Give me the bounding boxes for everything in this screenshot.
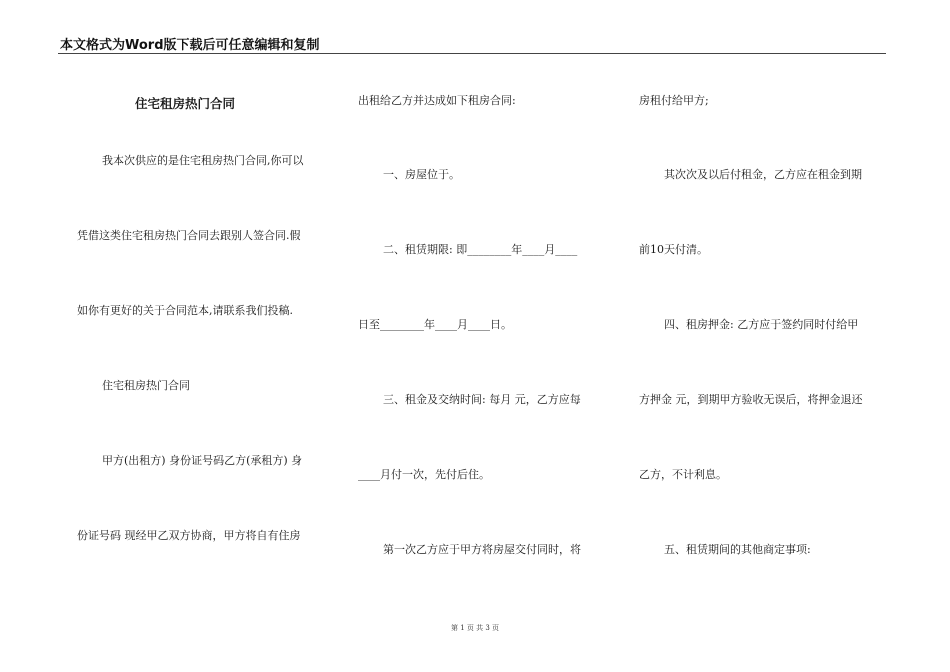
clause-line: 五、租赁期间的其他商定事项: xyxy=(664,543,811,556)
document-title: 住宅租房热门合同 xyxy=(135,96,236,111)
clause-line: 一、房屋位于。 xyxy=(383,168,460,181)
paragraph-line: 甲方(出租方) 身份证号码乙方(承租方) 身 xyxy=(102,454,303,467)
paragraph-line: 其次次及以后付租金，乙方应在租金到期 xyxy=(664,168,862,181)
page-header: 本文格式为Word版下载后可任意编辑和复制 xyxy=(60,38,320,53)
clause-line: 日至________年____月____日。 xyxy=(358,318,512,331)
clause-line: 三、租金及交纳时间: 每月 元，乙方应每 xyxy=(383,393,581,406)
paragraph-line: 凭借这类住宅租房热门合同去跟别人签合同.假 xyxy=(77,229,301,242)
paragraph-line: 份证号码 现经甲乙双方协商，甲方将自有住房 xyxy=(77,529,301,542)
paragraph-line: 如你有更好的关于合同范本,请联系我们投稿. xyxy=(77,304,293,317)
paragraph-line: 前10天付清。 xyxy=(639,243,708,256)
paragraph-line: 我本次供应的是住宅租房热门合同,你可以 xyxy=(102,154,304,167)
page-number: 第 1 页 共 3 页 xyxy=(450,624,500,632)
clause-line: 方押金 元，到期甲方验收无误后，将押金退还 xyxy=(639,393,863,406)
paragraph-line: 出租给乙方并达成如下租房合同: xyxy=(358,94,516,107)
header-divider xyxy=(58,53,886,54)
paragraph-line: 房租付给甲方; xyxy=(639,94,709,107)
clause-line: ____月付一次，先付后住。 xyxy=(358,468,490,481)
clause-line: 四、租房押金: 乙方应于签约同时付给甲 xyxy=(664,318,859,331)
section-heading: 住宅租房热门合同 xyxy=(102,379,190,392)
clause-line: 第一次乙方应于甲方将房屋交付同时，将 xyxy=(383,543,581,556)
clause-line: 乙方，不计利息。 xyxy=(639,468,727,481)
clause-line: 二、租赁期限: 即________年____月____ xyxy=(383,243,578,256)
